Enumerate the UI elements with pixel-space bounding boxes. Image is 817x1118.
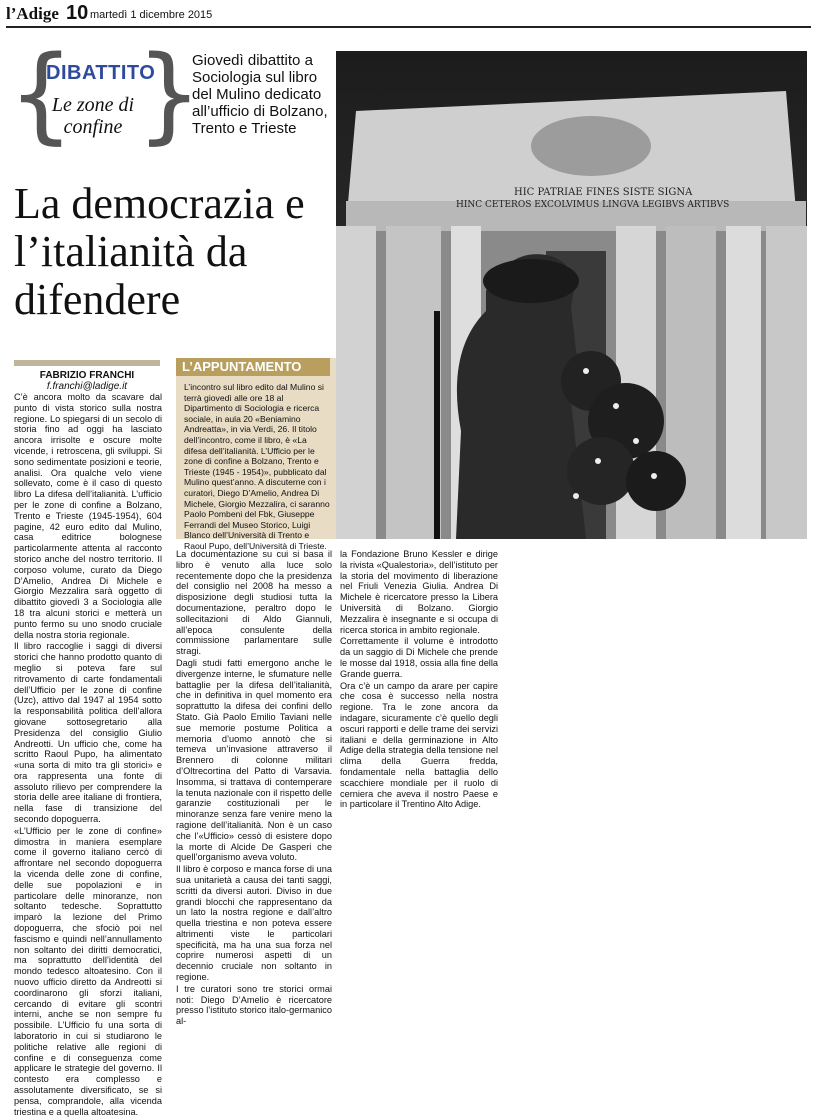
- photo-illustration: [336, 51, 807, 539]
- paragraph: la Fondazione Bruno Kessler e dirige la rivista «Qualestoria», dell’istituto per la storia del movimento di liberazione nel Friuli Venezia Giulia. Andrea Di Michele è ricercatore presso la Libera Università di Bolzano. Giorgio Mezzalira è insegnante e si occupa di ricerca storica in ambito regionale.: [340, 549, 498, 635]
- page-header: [6, 4, 811, 26]
- article-column-3: [340, 549, 498, 811]
- right-brace-icon: }: [136, 33, 203, 155]
- article-headline: La democrazia e l’italianità da difendere: [14, 179, 305, 324]
- section-kicker: [8, 33, 203, 160]
- page-date: martedì 1 dicembre 2015: [90, 9, 213, 21]
- kicker-subtitle: Le zone di confine: [51, 94, 135, 138]
- paragraph: I tre curatori sono tre storici ormai noti: Diego D’Amelio è ricercatore presso l’istituto storico italo-germanico al-: [176, 983, 332, 1027]
- paragraph: «L’Ufficio per le zone di confine» dimostra in maniera esemplare come il governo italiano cercò di affrontare nel secondo dopoguerra la vicenda delle zone di confine, delle sue popolazioni e in particolare delle minoranze, non soltanto tedesche. Soprattutto imparò la lezione del Primo dopoguerra, che sfociò poi nel fascismo e quindi nell’annullamento non soltanto dei diritti democratici, ma soprattutto dell’identità del mondo tedesco altoatesino. Con il nuovo ufficio diretto da Andreotti si coordinarono gli sforzi italiani, cercando di evitare gli scontri interni, anche se non sempre fu possibile. L’Ufficio fu una sorta di laboratorio in cui si studiarono le politiche relative alle regioni di confine e di conseguenza come applicare le strategie del governo. Il contesto era complesso e assolutamente diversificato, se si pensa, comprandole, alla vicenda triestina e a quella altoatesina.: [14, 825, 162, 1117]
- paragraph: C’è ancora molto da scavare dal punto di vista storico sulla nostra regione. Lo spiegarsi di un secolo di storia fino ad oggi ha lasciato ancora irrisolte e oscure molte vicende, i retroscena, gli sviluppi. Si sono sedimentate posizioni e teorie, analisi. Ora qualche velo viene sollevato, come è il caso di questo libro La difesa dell’italianità. L’ufficio per le zone di confine a Bolzano, Trento e Trieste (1945-1954), 604 pagine, 42 euro edito dal Mulino, casa editrice bolognese particolarmente attenta al racconto storico anche del nostro territorio. Il corposo volume, curato da Diego D’Amelio, Andrea Di Michele e Giorgio Mezzalira sarà oggetto di dibattito giovedì 3 a Sociologia alle 18 tra alcuni storici e metterà un punto fermo su uno snodo cruciale della nostra storia regionale.: [14, 392, 162, 640]
- kicker-label: DIBATTITO: [46, 62, 156, 84]
- inscription-line-1: HIC PATRIAE FINES SISTE SIGNA: [514, 187, 693, 198]
- paragraph: La documentazione su cui si basa il libro è venuto alla luce solo recentemente dopo che la presidenza del consiglio nel 2008 ha messo a disposizione degli studiosi tutta la documentazione, peraltro dopo le sollecitazioni di Aldo Giannuli, all’epoca consulente della commissione parlamentare sulle stragi.: [176, 549, 332, 657]
- header-rule: [6, 26, 811, 28]
- author-email: f.franchi@ladige.it: [46, 381, 128, 392]
- left-brace-icon: {: [8, 33, 75, 155]
- article-column-1: [14, 392, 162, 1118]
- page-number: 10: [66, 2, 89, 24]
- byline: [14, 360, 160, 392]
- paragraph: Il libro raccoglie i saggi di diversi storici che hanno prodotto quanto di meglio si poteva fare sul ritrovamento di carte fondamentali dell’Ufficio per le zone di confine (Uzc), attivo dal 1947 al 1954 sotto la responsabilità politica dell’allora giovane sottosegretario alla Presidenza del consiglio Giulio Andreotti. Un ufficio che, come ha scritto Raoul Pupo, ha alimentato «una sorta di mito tra gli storici» e ora rappresenta una fonte di assoluto rilievo per comprendere la storia delle aree italiane di frontiera, nella fase di transizione del secondo dopoguerra.: [14, 641, 162, 825]
- paragraph: Ora c’è un campo da arare per capire che cosa è successo nella nostra regione. Tra le zone ancora da indagare, sicuramente c’è quello degli oscuri rapporti e delle trame dei servizi italiani e della germinazione in Alto Adige della strategia della tensione nel clima della Guerra fredda, fondamentale nella battaglia dello scacchiere mondiale per il ruolo di cerniera che aveva il nostro Paese e in particolare il Trentino Alto Adige.: [340, 680, 498, 810]
- appointment-text: L’incontro sul libro edito dal Mulino si terrà giovedì alle ore 18 al Dipartimento di Sociologia e ricerca sociale, in aula 20 «Beniamino Andreatta», in via Verdi, 26. Il titolo dell’incontro, come il libro, è «La difesa dell’italianità. L’Ufficio per le zone di confine a Bolzano, Trento e Trieste (1945 - 1954)», pubblicato dal Mulino quest’anno. A discuterne con i curatori, Diego D’Amelio, Andrea Di Michele, Giorgio Mezzalira, ci saranno Paolo Pombeni del Fbk, Giuseppe Ferrandi del Museo Storico, Luigi Blanco dell’Università di Trento e Raoul Pupo, dell’Università di Trieste.: [184, 382, 330, 551]
- article-column-2: [176, 549, 332, 1028]
- inscription-line-2: HINC CETEROS EXCOLVIMUS LINGVA LEGIBVS ARTIBVS: [456, 200, 730, 210]
- appointment-title: L’APPUNTAMENTO: [176, 358, 330, 376]
- paragraph: Dagli studi fatti emergono anche le divergenze interne, le sfumature nelle battaglie per la difesa dell’italianità, che in definitiva in quel momento era soprattutto la difesa dei confini dello Stato. Già Paolo Emilio Taviani nelle sue memorie postume Politica a memoria d’uomo annotò che si temeva un’invasione attraverso il Brennero di colonne militari d’Oltrecortina del Patto di Varsavia. Insomma, si trattava di contemperare la tenuta nazionale con il rispetto delle garanzie costituzionali per le minoranze senza fare venire meno la ragione dell’italianità. Non è un caso che l’«Ufficio» cessò di esistere dopo la morte di Alcide De Gasperi che quell’organismo aveva voluto.: [176, 657, 332, 863]
- article-deck: Giovedì dibattito a Sociologia sul libro del Mulino dedicato all’ufficio di Bolzano, Trento e Trieste: [192, 52, 328, 137]
- appointment-box: [176, 358, 336, 551]
- paragraph: Correttamente il volume è introdotto da un saggio di Di Michele che prende le mosse dal 1918, ossia alla fine della Grande guerra.: [340, 636, 498, 679]
- newspaper-name: l’Adige: [6, 4, 59, 23]
- author-name: FABRIZIO FRANCHI: [39, 370, 135, 381]
- paragraph: Il libro è corposo e manca forse di una sua unitarietà a causa dei tanti saggi, scritti da diversi autori. Diviso in due grandi blocchi che rappresentano da un lato la nostra regione e dall’altro quella triestina e non poteva essere altrimenti viste le particolari specificità, ma ha una sua forza nel coprire numerosi aspetti di un decennio cruciale non soltanto in regione.: [176, 864, 332, 983]
- monument-photo: [336, 51, 807, 539]
